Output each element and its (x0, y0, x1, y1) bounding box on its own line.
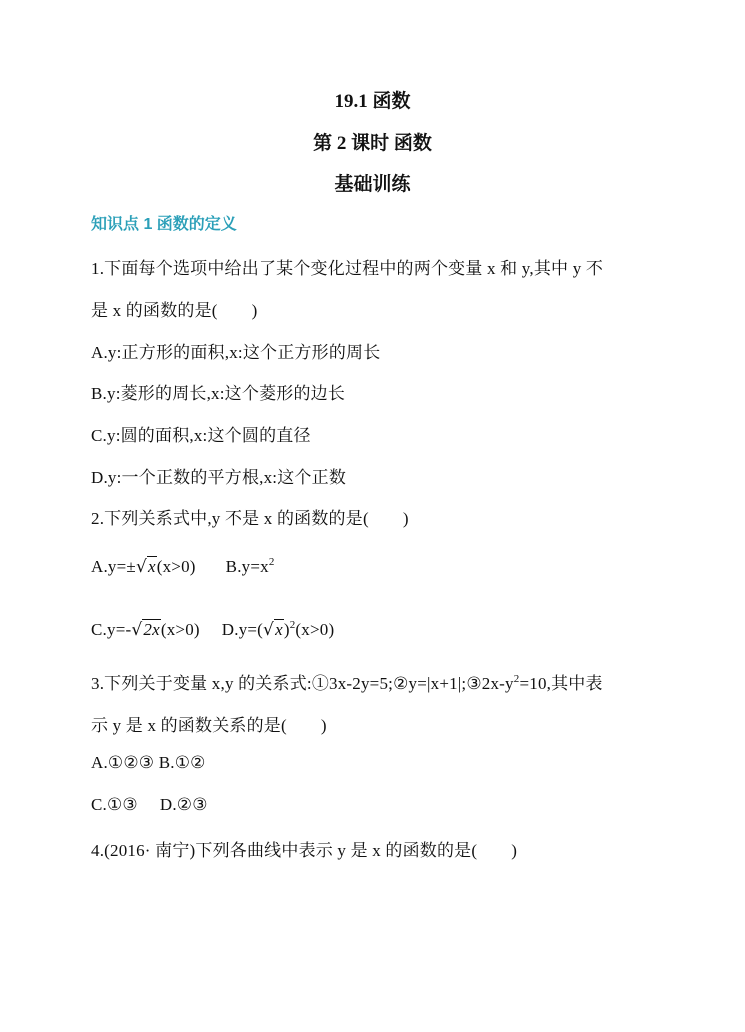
q1-option-c: C.y:圆的面积,x:这个圆的直径 (91, 426, 311, 445)
knowledge-point-label: 知识点 1 函数的定义 (91, 216, 237, 233)
radical-sign-icon: √ (135, 557, 147, 577)
q1-close-paren: ) (251, 301, 258, 320)
lesson-title: 19.1 函数 (334, 91, 411, 112)
sqrt-expression (263, 620, 284, 640)
q2-option-c-condition: (x>0) (160, 620, 200, 639)
q3-close-paren: ) (320, 716, 327, 735)
q2-option-a-condition: (x>0) (156, 557, 196, 576)
exponent: 2 (513, 673, 520, 685)
exponent: 2 (268, 556, 275, 568)
q2-option-d-close: ) (283, 620, 290, 639)
radicand: x (275, 620, 283, 639)
q1-option-d: D.y:一个正数的平方根,x:这个正数 (91, 468, 347, 487)
q3-stem-line1 (91, 669, 603, 694)
radical-sign-icon: √ (131, 620, 143, 640)
q3-option-b: B.①② (158, 753, 206, 772)
section-heading: 基础训练 (334, 174, 411, 195)
radicand: x (148, 557, 156, 576)
q4-stem-text: 4.(2016· 南宁)下列各曲线中表示 y 是 x 的函数的是( (91, 841, 478, 860)
radicand: 2x (143, 620, 160, 639)
q3-options-cd (91, 795, 208, 815)
q4-close-paren: ) (511, 841, 518, 860)
q3-option-a: A.①②③ (91, 753, 155, 772)
q2-option-a-prefix: A.y=± (91, 557, 136, 576)
q2-close-paren: ) (402, 509, 409, 528)
q3-stem-text-b: =10,其中表 (519, 674, 603, 693)
q3-stem-line2 (91, 711, 327, 736)
q1-option-b: B.y:菱形的周长,x:这个菱形的边长 (91, 384, 346, 403)
q3-stem-text: 示 y 是 x 的函数关系的是( (91, 716, 287, 735)
q1-stem-text: 是 x 的函数的是( (91, 301, 218, 320)
q2-option-d-condition: (x>0) (295, 620, 335, 639)
q1-stem-line2 (91, 296, 258, 321)
q3-stem-text-a: 3.下列关于变量 x,y 的关系式:①3x-2y=5;②y=|x+1|;③2x-y (91, 674, 514, 693)
q2-option-b: B.y=x (225, 557, 269, 576)
q2-option-d-prefix: D.y=( (221, 620, 264, 639)
q3-options-ab (91, 753, 206, 773)
q4-stem-line (91, 836, 517, 861)
sqrt-expression (136, 557, 157, 577)
q3-option-d: D.②③ (159, 795, 208, 814)
q2-stem-text: 2.下列关系式中,y 不是 x 的函数的是( (91, 509, 369, 528)
radical-sign-icon: √ (263, 620, 275, 640)
q2-option-c-prefix: C.y=- (91, 620, 132, 639)
q2-stem-line (91, 504, 409, 529)
q2-options-ab (91, 557, 275, 577)
sqrt-expression (131, 620, 161, 640)
q3-option-c: C.①③ (91, 795, 138, 814)
q1-option-a: A.y:正方形的面积,x:这个正方形的周长 (91, 343, 381, 362)
exponent: 2 (289, 619, 296, 631)
q1-stem-line1: 1.下面每个选项中给出了某个变化过程中的两个变量 x 和 y,其中 y 不 (91, 259, 604, 278)
lesson-subtitle: 第 2 课时 函数 (313, 133, 432, 154)
q2-options-cd (91, 620, 334, 640)
